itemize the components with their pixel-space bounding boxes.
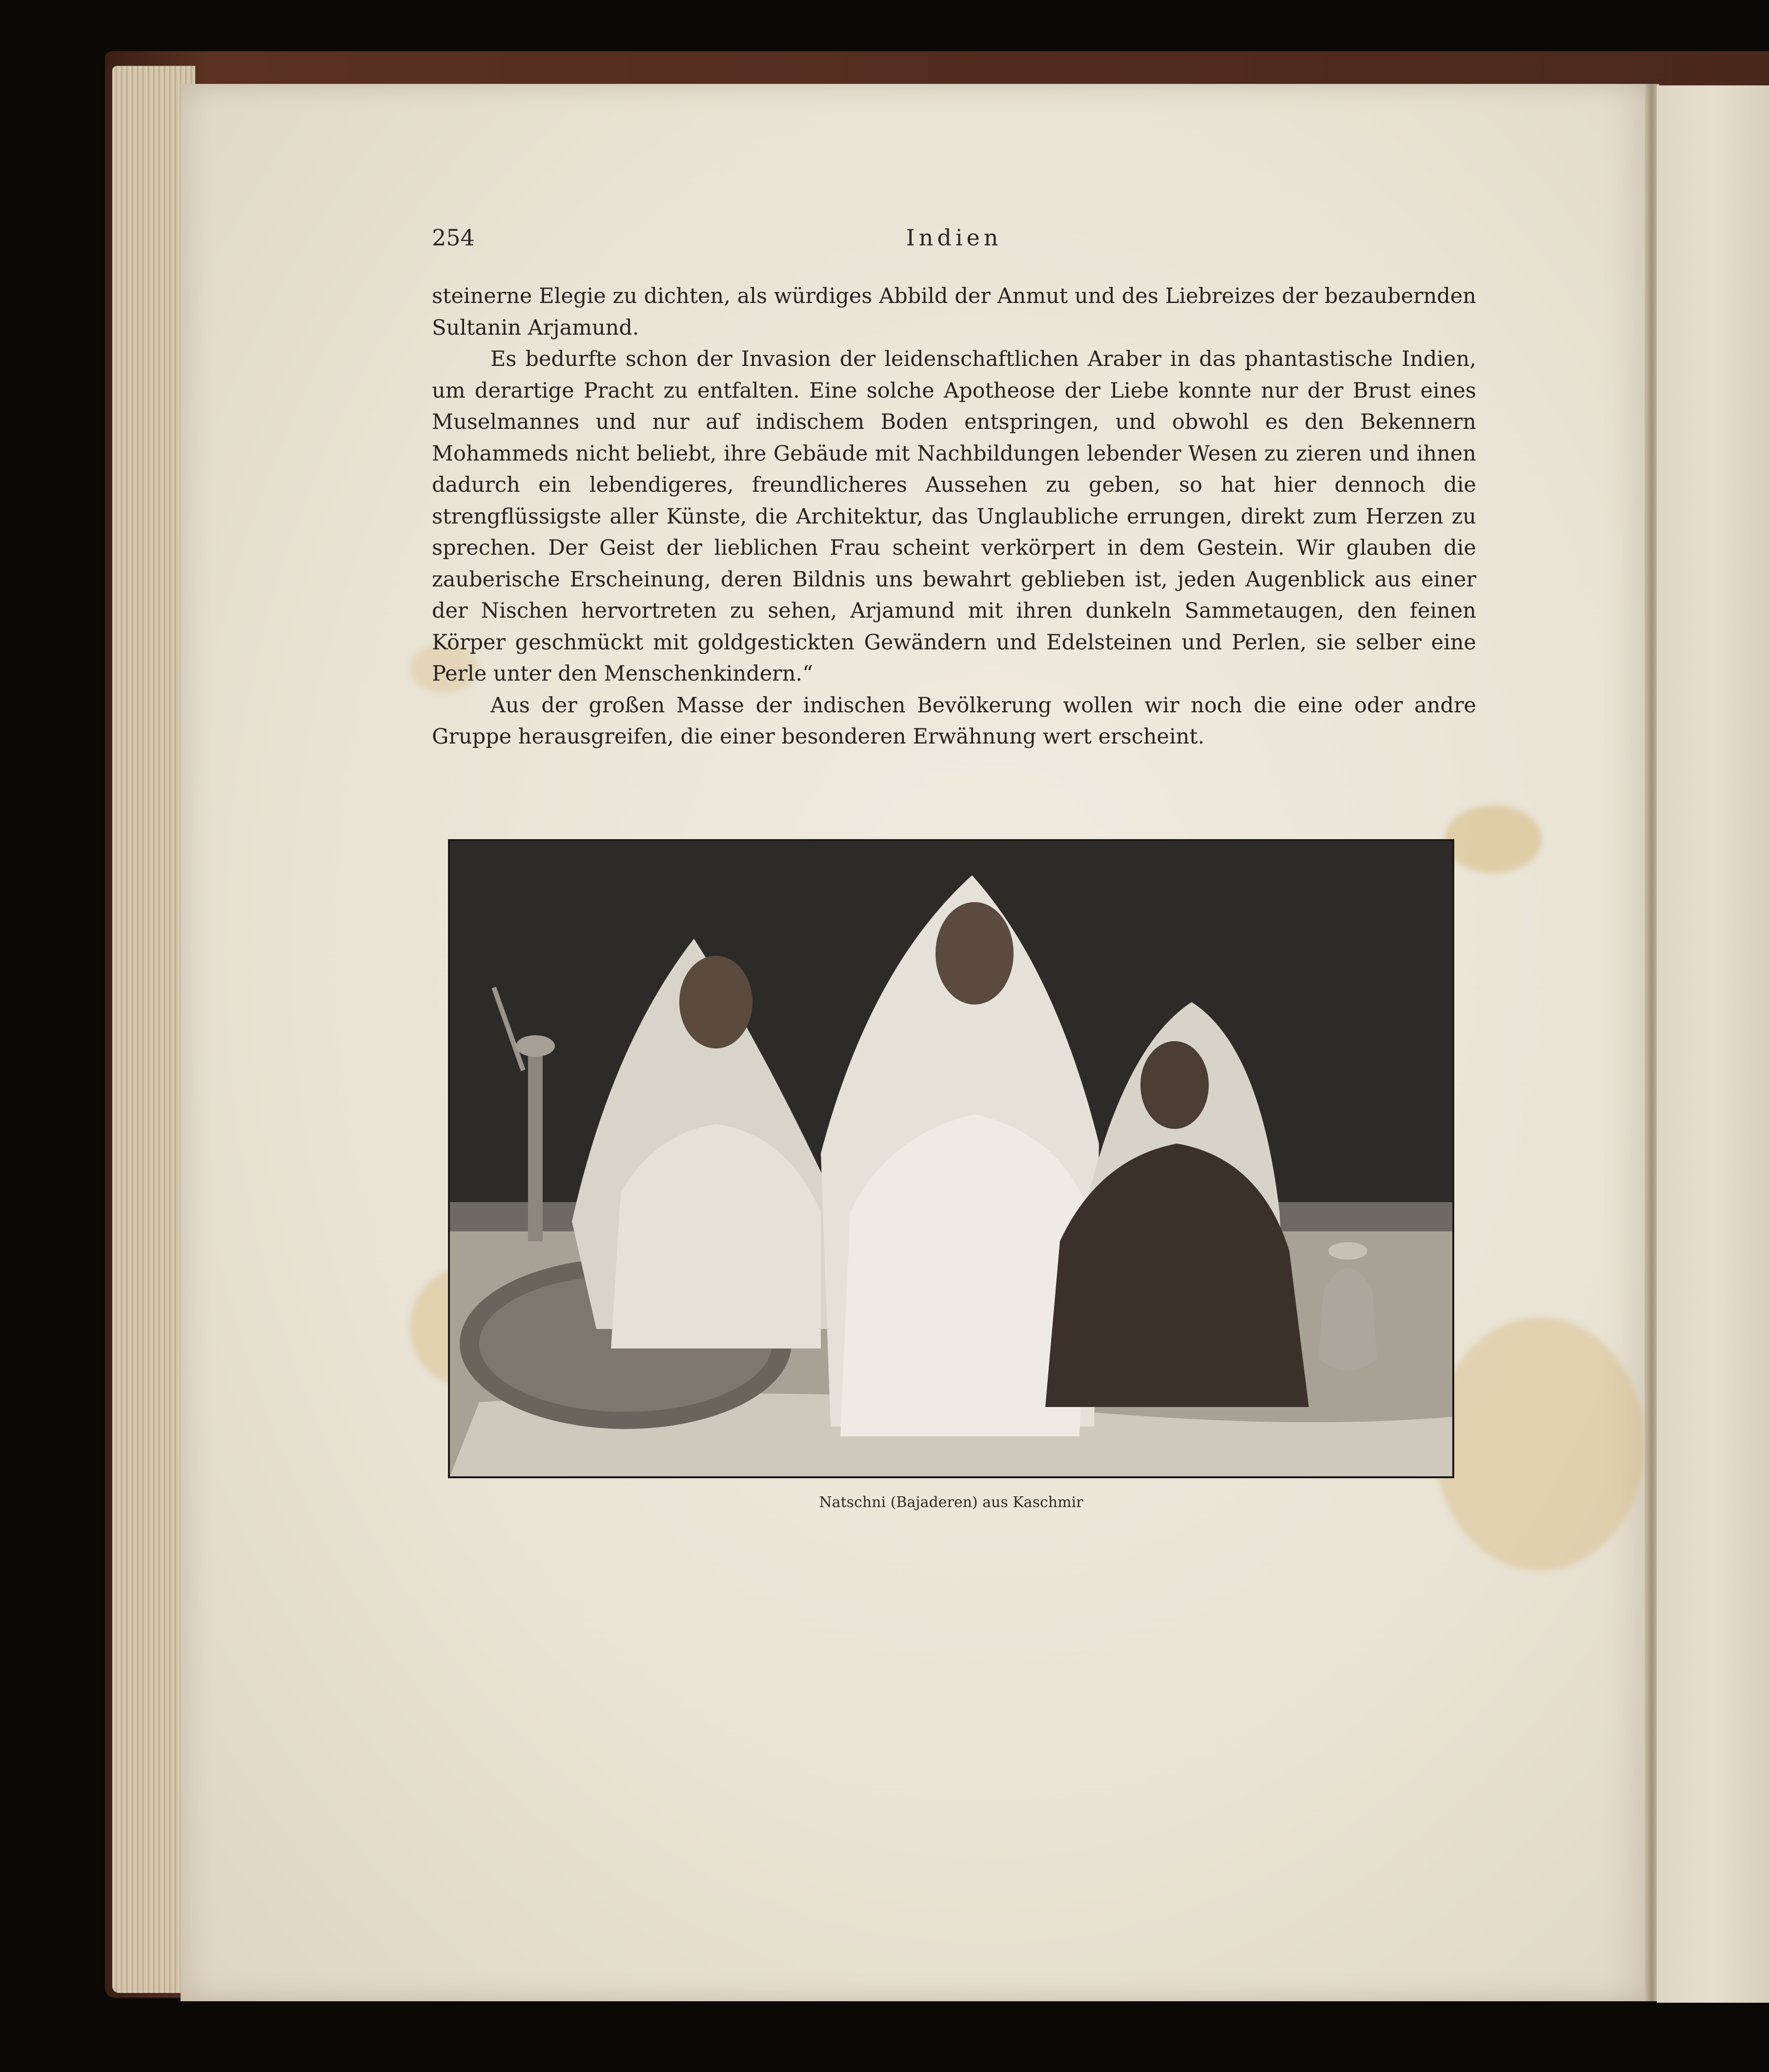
- ewer-lid: [1328, 1242, 1367, 1260]
- body-text: [432, 281, 1476, 753]
- paragraph: Es bedurfte schon der Invasion der leidenschaftlichen Araber in das phantastische Indien, um derartige Pracht zu entfalten. Eine solche Apotheose der Liebe konnte nur der Brust eines Muselmannes und nur auf indischem Boden entspringen, und obwohl es den Bekennern Mohammeds nicht beliebt, ihre Gebäude mit Nachbildungen lebender Wesen zu zieren und ihnen dadurch ein lebendigeres, freundlicheres Aussehen zu geben, so hat hier dennoch die strengflüssigste aller Künste, die Architektur, das Unglaubliche errungen, direkt zum Herzen zu sprechen. Der Geist der lieblichen Frau scheint verkörpert in dem Gestein. Wir glauben die zauberische Erscheinung, deren Bildnis uns bewahrt geblieben ist, jeden Augenblick aus einer der Nischen hervortreten zu sehen, Arjamund mit ihren dunkeln Sammetaugen, den feinen Körper geschmückt mit goldgestickten Gewändern und Edelsteinen und Perlen, sie selber eine Perle unter den Menschenkindern.“: [432, 347, 1476, 686]
- photograph-illustration: [450, 841, 1452, 1476]
- running-title: Indien: [906, 224, 1002, 251]
- figure-right-face: [1140, 1041, 1209, 1129]
- figure-caption: Natschni (Bajaderen) aus Kaschmir: [819, 1494, 1083, 1511]
- right-page-edge: [1657, 85, 1769, 2003]
- paragraph: Aus der großen Masse der indischen Bevölkerung wollen wir noch die eine oder andre Gruppe herausgreifen, die einer besonderen Erwähnung wert erscheint.: [432, 693, 1476, 749]
- paper-stain: [1444, 805, 1542, 873]
- paragraph: steinerne Elegie zu dichten, als würdiges Abbild der Anmut und des Liebreizes der bezaubernden Sultanin Arjamund.: [432, 284, 1476, 340]
- figure-left-face: [679, 956, 752, 1048]
- page-number: 254: [432, 224, 475, 251]
- photograph-bajaderen: [448, 839, 1454, 1478]
- hookah: [528, 1036, 543, 1241]
- hookah-bowl: [516, 1035, 555, 1057]
- running-head: [432, 224, 1476, 254]
- figure-center-face: [935, 902, 1014, 1005]
- paper-stain: [1435, 1317, 1645, 1571]
